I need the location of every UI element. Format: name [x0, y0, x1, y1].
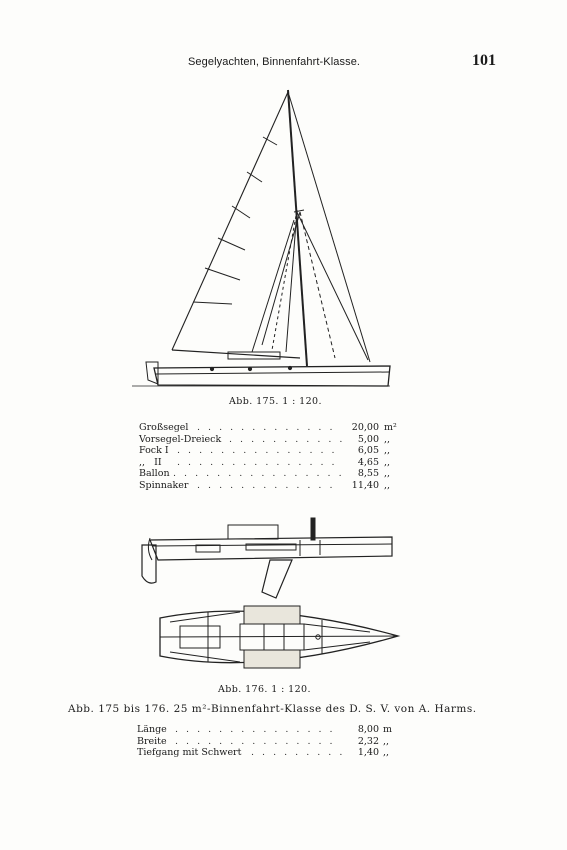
row-unit: ,,	[384, 468, 391, 479]
row-unit: ,,	[384, 445, 391, 456]
row-value: 2,32	[357, 735, 379, 747]
row-unit: ,,	[384, 456, 391, 468]
row-label: Ballon	[139, 468, 170, 479]
row-unit: ,,	[384, 433, 391, 445]
figure-176-caption: Abb. 176. 1 : 120.	[218, 684, 311, 695]
row-value: 6,05	[357, 445, 379, 456]
row-label: ,, II	[139, 456, 162, 468]
table-row	[137, 736, 397, 748]
leader-dots: . . . . . . . . . . . . . . .	[175, 724, 336, 735]
row-label: Länge	[137, 724, 167, 735]
row-value: 8,55	[357, 468, 379, 479]
row-label: Spinnaker	[139, 479, 189, 491]
page-number: 101	[472, 52, 496, 69]
leader-dots: . . . . . . . . . . . . . . .	[177, 445, 338, 456]
row-value: 1,40	[357, 747, 379, 758]
row-unit: m²	[384, 422, 397, 433]
leader-dots: . . . . . . . . . . . . . . .	[177, 456, 338, 468]
table-row	[137, 747, 397, 759]
row-label: Breite	[137, 735, 167, 747]
leader-dots: . . . . . . . . .	[251, 747, 345, 758]
row-unit: ,,	[383, 735, 390, 747]
figure-caption: Abb. 175 bis 176. 25 m²-Binnenfahrt-Klasse des D. S. V. von A. Harms.	[68, 703, 477, 715]
row-label: Vorsegel-Dreieck	[139, 433, 222, 445]
figure-175-caption: Abb. 175. 1 : 120.	[229, 396, 322, 407]
row-label: Tiefgang mit Schwert	[137, 747, 242, 758]
row-unit: ,,	[383, 747, 390, 758]
leader-dots: . . . . . . . . . . . . . . .	[175, 735, 336, 747]
table-row	[137, 724, 397, 736]
row-value: 8,00	[357, 724, 379, 735]
row-label: Fock I	[139, 445, 169, 456]
row-label: Großsegel	[139, 422, 189, 433]
row-unit: m	[383, 724, 393, 735]
row-unit: ,,	[384, 479, 391, 491]
leader-dots: . . . . . . . . . . . . .	[197, 422, 335, 433]
row-value: 20,00	[351, 422, 379, 433]
row-value: 11,40	[351, 479, 379, 491]
running-title: Segelyachten, Binnenfahrt-Klasse.	[188, 56, 361, 68]
leader-dots: . . . . . . . . . . . . . . . .	[173, 468, 345, 479]
leader-dots: . . . . . . . . . . . . .	[197, 479, 335, 491]
row-value: 4,65	[357, 456, 379, 468]
leader-dots: . . . . . . . . . . .	[229, 433, 345, 445]
row-value: 5,00	[357, 433, 379, 445]
dimension-table	[137, 724, 397, 759]
